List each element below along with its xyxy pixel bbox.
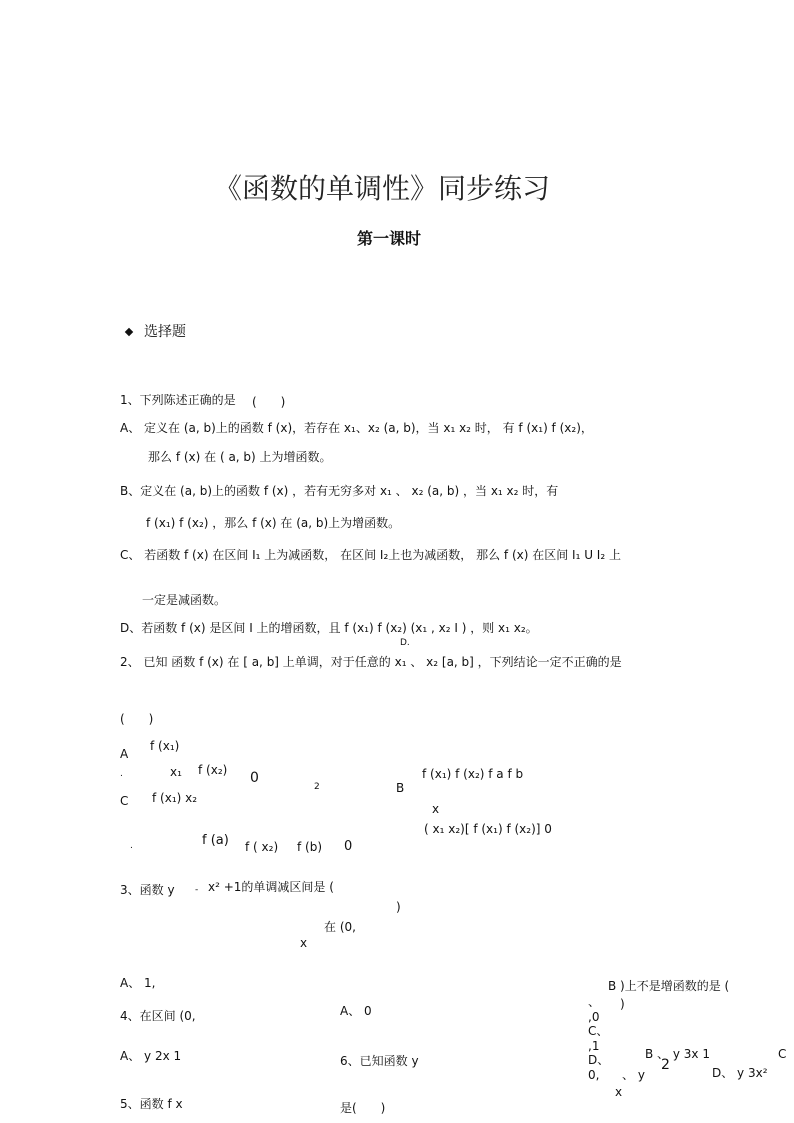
q3-x: x	[300, 936, 308, 950]
q2-dot-1: .	[120, 769, 123, 779]
q1-d-mark: D.	[400, 638, 410, 648]
q2-dot-2: .	[130, 841, 133, 851]
right-stack-3: ,1	[588, 1039, 600, 1053]
right-stack-4: D、	[588, 1053, 610, 1067]
section-label: 选择题	[144, 324, 186, 340]
q2-fx2: f ( x₂)	[245, 840, 279, 854]
q2-a-fx2: f (x₂)	[198, 763, 228, 777]
middle-a0: A、 0	[340, 1004, 372, 1018]
q2-c-expr: f (x₁) x₂	[152, 791, 198, 805]
page-subtitle: 第一课时	[357, 229, 422, 248]
q1-option-a-line2: 那么 f (x) 在 ( a, b) 上为增函数。	[148, 450, 332, 464]
q4-option-a: A、 y 2x 1	[120, 1049, 182, 1063]
right-b-y: B 、 y 3x 1	[645, 1047, 710, 1061]
q1-option-b-line2: f (x₁) f (x₂) ，那么 f (x) 在 (a, b)上为增函数。	[146, 516, 401, 530]
q2-a-numerator: f (x₁)	[150, 739, 180, 753]
q2-option-b-label: B	[396, 781, 405, 795]
q2-paren: ( )	[120, 712, 154, 726]
q2-fb: f (b)	[297, 840, 323, 854]
right-c: C	[778, 1047, 787, 1061]
q2-b-x: x	[432, 802, 440, 816]
q2-fa: f (a)	[202, 833, 229, 848]
q2-zero: 0	[344, 839, 353, 854]
q6-stem: 6、已知函数 y	[340, 1054, 419, 1068]
q1-option-b-line1: B、定义在 (a, b)上的函数 f (x) ，若有无穷多对 x₁ 、 x₂ (a, b) ，当 x₁ x₂ 时，有	[120, 484, 559, 498]
q1-option-c-line1: C、 若函数 f (x) 在区间 I₁ 上为减函数， 在区间 I₂上也为减函数， 那么 f (x) 在区间 I₁ U I₂ 上	[120, 548, 621, 562]
q4-stem: 4、在区间 (0,	[120, 1009, 196, 1023]
q6-paren: 是( )	[340, 1101, 386, 1115]
q2-option-c-label: C	[120, 794, 129, 808]
q3-expr: x² +1的单调减区间是 (	[208, 880, 334, 894]
q2-sup2: 2	[314, 782, 320, 792]
q1-option-c-line2: 一定是减函数。	[142, 593, 227, 607]
right-two: 2	[661, 1057, 670, 1073]
diamond-icon	[125, 328, 133, 336]
q5-stem: 5、函数 f x	[120, 1097, 183, 1111]
right-b-increase: B )上不是增函数的是 (	[608, 979, 730, 993]
page-title: 《函数的单调性》同步练习	[214, 172, 551, 205]
q2-stem: 2、 已知 函数 f (x) 在 [ a, b] 上单调，对于任意的 x₁ 、 x₂ [a, b] ，下列结论一定不正确的是	[120, 655, 622, 669]
q2-a-x1: x₁	[170, 765, 182, 779]
q1-option-a-line1: A、 定义在 (a, b)上的函数 f (x)，若存在 x₁、x₂ (a, b)，当 x₁ x₂ 时， 有 f (x₁) f (x₂)，	[120, 421, 593, 435]
right-stack-5: 0,	[588, 1068, 600, 1082]
q1-option-d-line1: D、若函数 f (x) 是区间 I 上的增函数，且 f (x₁) f (x₂) (x₁ , x₂ I ) ，则 x₁ x₂。	[120, 621, 538, 635]
q3-stem: 3、函数 y	[120, 883, 175, 897]
right-stack-0: 、	[588, 995, 601, 1009]
q1-stem: 1、下列陈述正确的是	[120, 393, 236, 407]
q1-paren: ( )	[252, 395, 286, 409]
right-d-y: D、 y 3x²	[712, 1066, 768, 1080]
right-stack-1: ,0	[588, 1010, 600, 1024]
right-y: 、 y	[622, 1068, 645, 1082]
q3-paren-close: )	[396, 900, 401, 914]
right-x: x	[615, 1085, 623, 1099]
q3-option-a: A、 1,	[120, 976, 156, 990]
q3-dash: -	[195, 885, 199, 895]
q2-b-expr2: ( x₁ x₂)[ f (x₁) f (x₂)] 0	[424, 822, 552, 836]
right-stack-2: C、	[588, 1024, 609, 1038]
right-paren-close: )	[620, 997, 625, 1011]
q3-on: 在 (0,	[324, 920, 356, 934]
q2-b-expr: f (x₁) f (x₂) f a f b	[422, 767, 524, 781]
q2-option-a-label: A	[120, 747, 129, 761]
q2-a-zero: 0	[250, 770, 259, 786]
